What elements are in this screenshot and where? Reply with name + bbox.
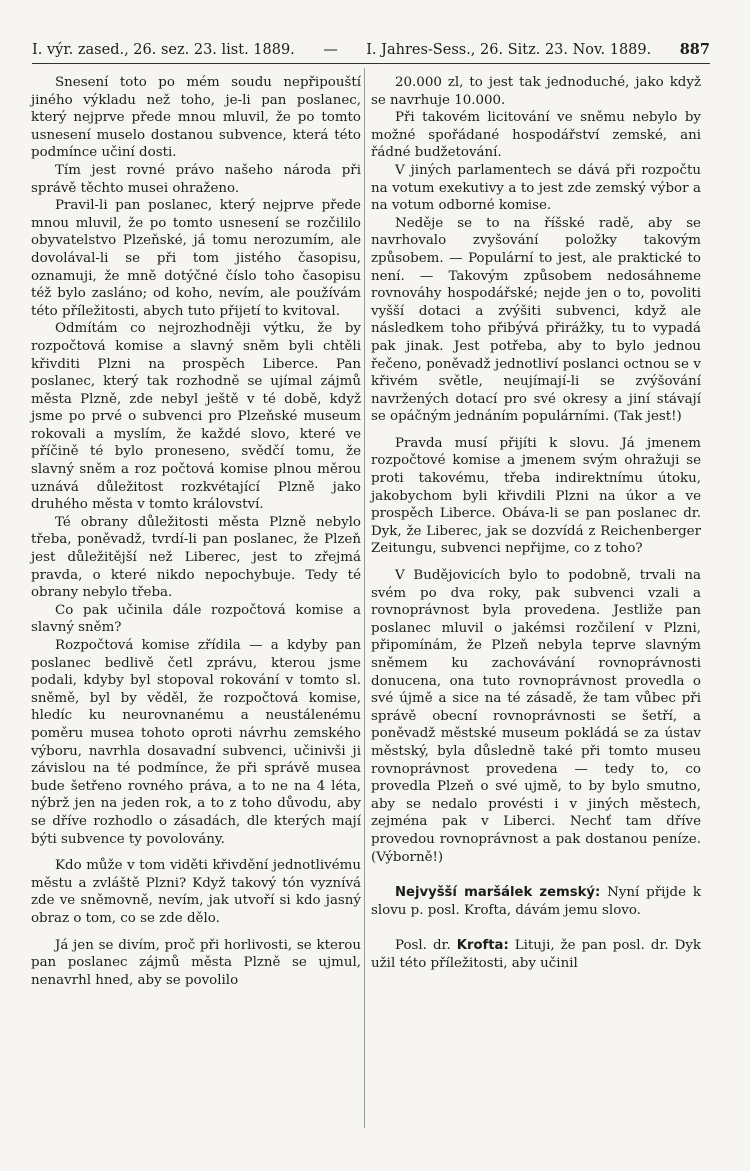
left-paragraph-3: Pravil-li pan poslanec, který nejprve přede mnou mluvil, že po tomto usnesení se rozčililo obyvatelstvo Plzeňské, já tomu nerozumím, ale dovolával-li se při tom jistého časopisu, oznamuji, že mně dotýčné číslo toho časopisu též bylo zasláno; od koho, nevím, ale používám této příležitosti, abych tuto přijetí to kvitoval. [31, 198, 361, 319]
left-paragraph-6: Co pak učinila dále rozpočtová komise a slavný sněm? [31, 602, 361, 636]
left-paragraph-2: Tím jest rovné právo našeho národa při správě těchto musei ohraženo. [31, 162, 361, 196]
left-paragraph-7: Rozpočtová komise zřídila — a kdyby pan poslanec bedlivě četl zprávu, kterou jsme podali, kdyby byl stopoval rokování v tomto sl. sněmě, byl by věděl, že rozpočtová komise, hledíc ku neurovnanému a neustálenému poměru musea tohoto oproti návrhu zemského výboru, navrhla dosavadní subvenci, učinivši ji závislou na té podmínce, že při správě musea bude šetřeno rovného práva, a to ne na 4 léta, nýbrž jen na jeden rok, a to z toho důvodu, aby se dříve rozhodlo o zásadách, dle kterých mají býti subvence ty povolovány. [31, 638, 361, 847]
left-paragraph-9: Já jen se divím, proč při horlivosti, se kterou pan poslanec zájmů města Plzně se ujmul, nenavrhl hned, aby se povolilo [31, 937, 361, 988]
right-paragraph-3: V jiných parlamentech se dává při rozpočtu na votum exekutivy a to jest zde zemský výbor a na votum odborné komise. [371, 162, 701, 214]
column-divider [364, 68, 365, 1128]
marshal-speaker: Nejvyšší maršálek zemský: [395, 885, 601, 901]
krofta-text: Lituji, že pan posl. dr. Dyk užil této příležitosti, aby učinil [371, 938, 701, 971]
page-header [32, 38, 710, 64]
left-column [31, 74, 361, 989]
marshal-text: Nyní přijde k slovu p. posl. Krofta, dávám jemu slovo. [371, 885, 701, 918]
header-german: I. Jahres-Sess., 26. Sitz. 23. Nov. 1889. [366, 42, 652, 58]
krofta-prefix: Posl. dr. [395, 938, 451, 954]
right-paragraph-1: 20.000 zl, to jest tak jednoduché, jako když se navrhuje 10.000. [371, 75, 701, 108]
krofta-speaker: Krofta: [456, 938, 509, 954]
left-paragraph-5: Té obrany důležitosti města Plzně nebylo třeba, poněvadž, tvrdí-li pan poslanec, že Plzeň jest důležitější než Liberec, jest to zřejmá pravda, o které nikdo nepochybuje. Tedy té obrany nebylo třeba. [31, 514, 361, 601]
header-dash: — [323, 42, 338, 58]
header-czech: I. výr. zased., 26. sez. 23. list. 1889. [32, 42, 295, 58]
right-column [371, 74, 701, 973]
right-paragraph-4: Neděje se to na říšské radě, aby se navrhovalo zvyšování položky takovým způsobem. — Populární to jest, ale praktické to není. — Takovým způsobem nedosáhneme rovnováhy hospodářské; nejde jen o to, povoliti vyšší dotaci a zvýšiti subvenci, když ale následkem toho přibývá přirážky, tu to vypadá pak jinak. Jest potřeba, aby to bylo jednou řečeno, poněvadž jednotliví poslanci octnou se v křivém světle, neujímají-li se zvýšování navržených dotací pro své okresy a jiní stávají se opáčným jednáním populárními. (Tak jest!) [371, 215, 701, 425]
marshal-statement [371, 884, 701, 919]
left-paragraph-4: Odmítám co nejrozhodněji výtku, že by rozpočtová komise a slavný sněm byli chtěli křivditi Plzni na prospěch Liberce. Pan poslanec, který tak rozhodně se ujímal zájmů města Plzně, zde nebyl ještě v té době, když jsme po prvé o subvenci pro Plzeňské museum rokovali a myslím, že každé slovo, které ve příčině té bylo proneseno, svědčí tomu, že slavný sněm a roz počtová komise plnou měrou uznává důležitost rozkvétající Plzně jako druhého města v tomto království. [31, 321, 361, 513]
right-paragraph-5: Pravda musí přijíti k slovu. Já jmenem rozpočtové komise a jmenem svým ohražuji se proti takovému, třeba indirektnímu útoku, jakobychom byli křivdili Plzni na úkor a ve prospěch Liberce. Obáva-li se pan poslanec dr. Dyk, že Liberec, jak se dozvídá z Reichenberger Zeitungu, subvenci nepřijme, co z toho? [371, 435, 701, 557]
page-number: 887 [679, 41, 710, 58]
left-paragraph-1: Snesení toto po mém soudu nepřipouští jiného výkladu než toho, je-li pan poslanec, který nejprve přede mnou mluvil, že po tomto usnesení muselo dostanou subvence, která této podmínce učiní dosti. [31, 75, 361, 161]
right-paragraph-6: V Budějovicích bylo to podobně, trvali na svém po dva roky, pak subvenci vzali a rovnoprávnost byla provedena. Jestliže pan poslanec mluvil o jakémsi rozčilení v Plzni, připomínám, že Plzeň nebyla teprve slavným sněmem ku zachovávání rovnoprávnosti donucena, ona tuto rovnoprávnost provedla o své újmě a sice na té zásadě, že tam vůbec při správě obecní rovnoprávnosti se šetří, a poněvadž městské museum pokládá se za ústav městský, byla důsledně také při tomto museu rovnoprávnost provedena — tedy to, co provedla Plzeň o své ujmě, to by bylo smutno, aby se nedalo provésti i v jiných městech, zejména pak v Liberci. Nechť tam dříve provedou rovnoprávnost a pak dostanou peníze. (Výborně!) [371, 568, 701, 865]
krofta-statement [371, 937, 701, 972]
right-paragraph-2: Při takovém licitování ve sněmu nebylo by možné spořádané hospodářství zemské, ani řádné budžetování. [371, 110, 701, 161]
left-paragraph-8: Kdo může v tom viděti křivdění jednotlivému městu a zvláště Plzni? Když takový tón vyznívá zde ve sněmovně, nevím, jak utvoří si kdo jasný obraz o tom, co se zde dělo. [31, 858, 361, 926]
